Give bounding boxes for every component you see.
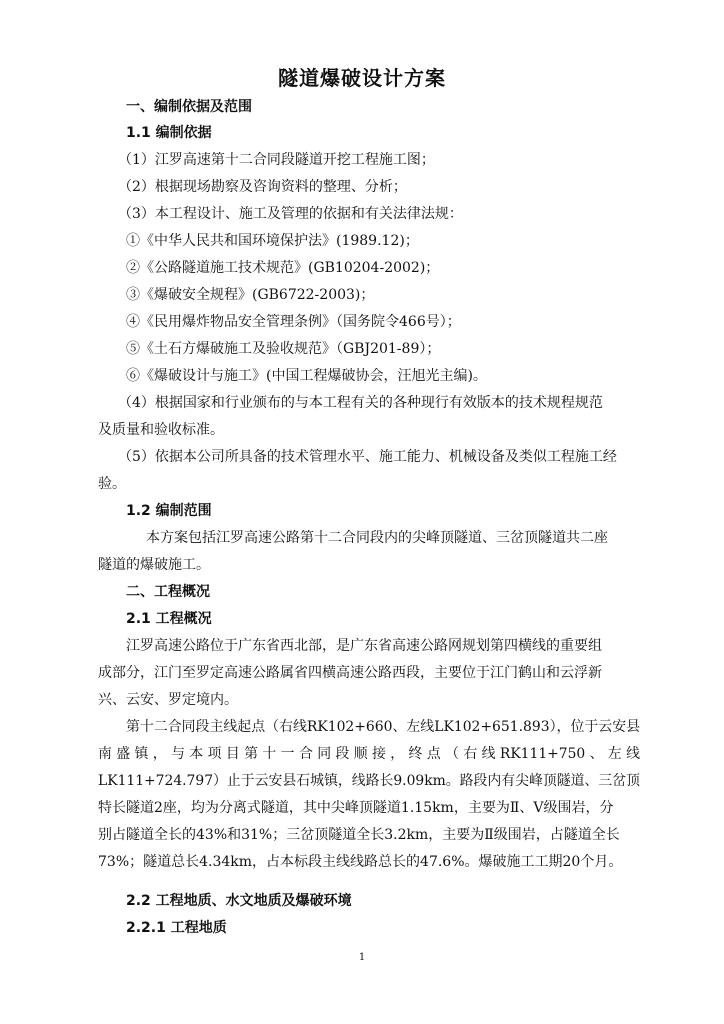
heading-1-2: 1.2 编制范围: [126, 503, 212, 519]
basis-item-4-line-1: （4）根据国家和行业颁布的与本工程有关的各种现行有效版本的技术规程规范: [118, 395, 603, 411]
document-title: 隧道爆破设计方案: [278, 66, 446, 90]
heading-1-1: 1.1 编制依据: [126, 125, 212, 141]
overview-p1-line-1: 江罗高速公路位于广东省西北部，是广东省高速公路网规划第四横线的重要组: [126, 638, 602, 654]
basis-item-3: （3）本工程设计、施工及管理的依据和有关法律法规：: [118, 206, 463, 222]
law-item-1: ①《中华人民共和国环境保护法》(1989.12)；: [126, 233, 419, 249]
law-item-6: ⑥《爆破设计与施工》(中国工程爆破协会，汪旭光主编)。: [126, 368, 487, 384]
overview-p2-line-2: 南 盛 镇 ， 与 本 项 目 第 十 一 合 同 段 顺 接 ， 终 点 （ 右 线 RK111+750 、 左 线: [98, 746, 641, 762]
basis-item-4-line-2: 及质量和验收标准。: [98, 422, 224, 438]
page-number: 1: [358, 952, 366, 963]
heading-section-1: 一、编制依据及范围: [126, 99, 252, 115]
overview-p2-line-6: 73%；隧道总长4.34km，占本标段主线线路总长的47.6%。爆破施工工期20个月。: [98, 854, 623, 870]
overview-p2-line-5: 别占隧道全长的43%和31%；三岔顶隧道全长3.2km，主要为Ⅱ级围岩，占隧道全长: [98, 827, 620, 843]
heading-2-2-1: 2.2.1 工程地质: [126, 920, 227, 936]
scope-line-1: 本方案包括江罗高速公路第十二合同段内的尖峰顶隧道、三岔顶隧道共二座: [146, 530, 608, 546]
overview-p2-line-4: 特长隧道2座，均为分离式隧道，其中尖峰顶隧道1.15km，主要为Ⅱ、Ⅴ级围岩，分: [98, 800, 614, 816]
overview-p1-line-2: 成部分，江门至罗定高速公路属省四横高速公路西段，主要位于江门鹤山和云浮新: [98, 665, 602, 681]
law-item-2: ②《公路隧道施工技术规范》(GB10204-2002)；: [126, 260, 440, 276]
basis-item-5-line-2: 验。: [98, 476, 126, 492]
law-item-5: ⑤《土石方爆破施工及验收规范》（GBJ201-89）；: [126, 341, 441, 357]
basis-item-1: （1）江罗高速第十二合同段隧道开挖工程施工图；: [118, 152, 435, 168]
heading-2-1: 2.1 工程概况: [126, 611, 212, 627]
scope-line-2: 隧道的爆破施工。: [98, 557, 210, 573]
basis-item-5-line-1: （5）依据本公司所具备的技术管理水平、施工能力、机械设备及类似工程施工经: [118, 449, 617, 465]
overview-p2-line-3: LK111+724.797）止于云安县石城镇，线路长9.09km。路段内有尖峰顶隧道、三岔顶: [98, 773, 640, 789]
basis-item-2: （2）根据现场勘察及咨询资料的整理、分析；: [118, 179, 407, 195]
overview-p2-line-1: 第十二合同段主线起点（右线RK102+660、左线LK102+651.893），位于云安县: [126, 719, 641, 735]
heading-2-2: 2.2 工程地质、水文地质及爆破环境: [126, 893, 352, 909]
overview-p1-line-3: 兴、云安、罗定境内。: [98, 692, 238, 708]
heading-section-2: 二、工程概况: [126, 584, 210, 600]
law-item-3: ③《爆破安全规程》(GB6722-2003)；: [126, 287, 375, 303]
law-item-4: ④《民用爆炸物品安全管理条例》（国务院令466号）；: [126, 314, 461, 330]
